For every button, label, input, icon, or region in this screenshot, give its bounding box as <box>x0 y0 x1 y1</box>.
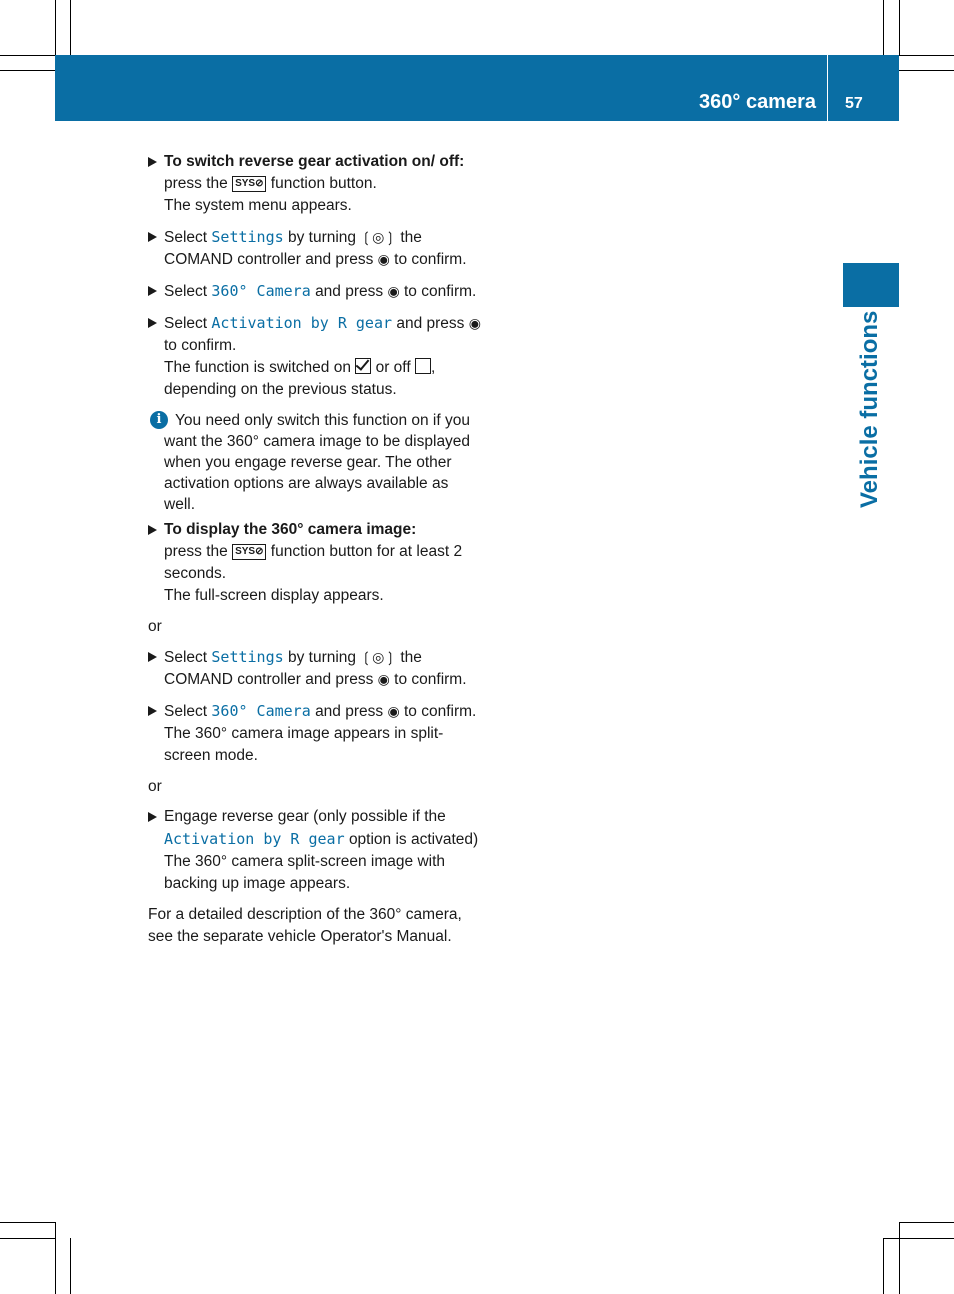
step-result: The system menu appears. <box>164 197 352 214</box>
crop-mark <box>899 55 954 56</box>
crop-mark <box>883 0 884 55</box>
crop-mark <box>899 1222 954 1223</box>
step-result: The 360° camera split-screen image with backing up image appears. <box>164 853 446 892</box>
crop-mark <box>0 70 55 71</box>
controller-press-icon: ◉ <box>377 252 390 268</box>
crop-mark <box>883 1238 954 1239</box>
controller-press-icon: ◉ <box>468 316 481 332</box>
instruction-step: Engage reverse gear (only possible if the Activation by R gear option is activated) The 360° camera split-screen image with backing up image appears. <box>148 806 482 895</box>
sys-button-icon: SYS⊘ <box>232 544 266 560</box>
step-result: The full-screen display appears. <box>164 587 384 604</box>
menu-item-360-camera: 360° Camera <box>211 702 311 720</box>
instruction-step: To switch reverse gear activation on/ off: press the SYS⊘ function button. The system menu appears. <box>148 151 482 217</box>
sys-button-icon: SYS⊘ <box>232 176 266 192</box>
or-text: or <box>148 618 162 635</box>
crop-mark <box>899 1222 900 1294</box>
chapter-title: Vehicle functions <box>856 310 883 508</box>
menu-item-activation: Activation by R gear <box>164 830 345 848</box>
step-label: To switch reverse gear activation on/ off: <box>164 153 465 170</box>
instruction-step: To display the 360° camera image: press the SYS⊘ function button for at least 2 seconds. The full-screen display appears. <box>148 519 482 607</box>
menu-item-settings: Settings <box>211 648 284 666</box>
closing-paragraph: For a detailed description of the 360° camera, see the separate vehicle Operator's Manual. <box>148 906 462 945</box>
info-icon: i <box>150 411 168 429</box>
step-arrow-icon <box>148 157 157 167</box>
controller-turn-icon: ❲◎❳ <box>360 230 397 246</box>
step-arrow-icon <box>148 318 157 328</box>
menu-item-activation: Activation by R gear <box>211 314 393 332</box>
checkbox-empty-icon <box>415 358 431 374</box>
step-label: To display the 360° camera image: <box>164 521 417 538</box>
step-arrow-icon <box>148 525 157 535</box>
step-arrow-icon <box>148 232 157 242</box>
crop-mark <box>899 0 900 55</box>
instruction-step: Select 360° Camera and press ◉ to confirm. The 360° camera image appears in split-screen mode. <box>148 700 482 767</box>
instruction-step: Select 360° Camera and press ◉ to confirm. <box>148 280 482 303</box>
chapter-tab <box>843 263 899 307</box>
instruction-step: Select Activation by R gear and press ◉ to confirm. The function is switched on or off , depending on the previous status. <box>148 312 482 401</box>
controller-press-icon: ◉ <box>377 672 390 688</box>
step-arrow-icon <box>148 286 157 296</box>
crop-mark <box>883 1238 884 1294</box>
page-number: 57 <box>845 95 863 112</box>
step-arrow-icon <box>148 652 157 662</box>
crop-mark <box>0 55 55 56</box>
controller-press-icon: ◉ <box>387 704 400 720</box>
info-note: i You need only switch this function on if you want the 360° camera image to be displayed when you engage reverse gear. The other activation options are always available as well. <box>148 410 482 515</box>
page-header <box>55 55 899 121</box>
step-result: The 360° camera image appears in split-screen mode. <box>164 725 444 764</box>
crop-mark <box>0 1238 55 1239</box>
section-title: 360° camera <box>699 91 816 113</box>
main-content <box>148 151 482 948</box>
controller-turn-icon: ❲◎❳ <box>360 650 397 666</box>
crop-mark <box>70 0 71 55</box>
step-arrow-icon <box>148 706 157 716</box>
crop-mark <box>55 0 56 55</box>
instruction-step: Select Settings by turning ❲◎❳ the COMAND controller and press ◉ to confirm. <box>148 646 482 691</box>
crop-mark <box>70 1238 71 1294</box>
header-divider <box>827 55 828 121</box>
step-arrow-icon <box>148 812 157 822</box>
crop-mark <box>899 70 954 71</box>
menu-item-settings: Settings <box>211 228 284 246</box>
menu-item-360-camera: 360° Camera <box>211 282 311 300</box>
crop-mark <box>0 1222 55 1223</box>
crop-mark <box>55 1222 56 1294</box>
or-text: or <box>148 778 162 795</box>
controller-press-icon: ◉ <box>387 284 400 300</box>
instruction-step: Select Settings by turning ❲◎❳ the COMAND controller and press ◉ to confirm. <box>148 226 482 271</box>
checkbox-checked-icon <box>355 358 371 374</box>
